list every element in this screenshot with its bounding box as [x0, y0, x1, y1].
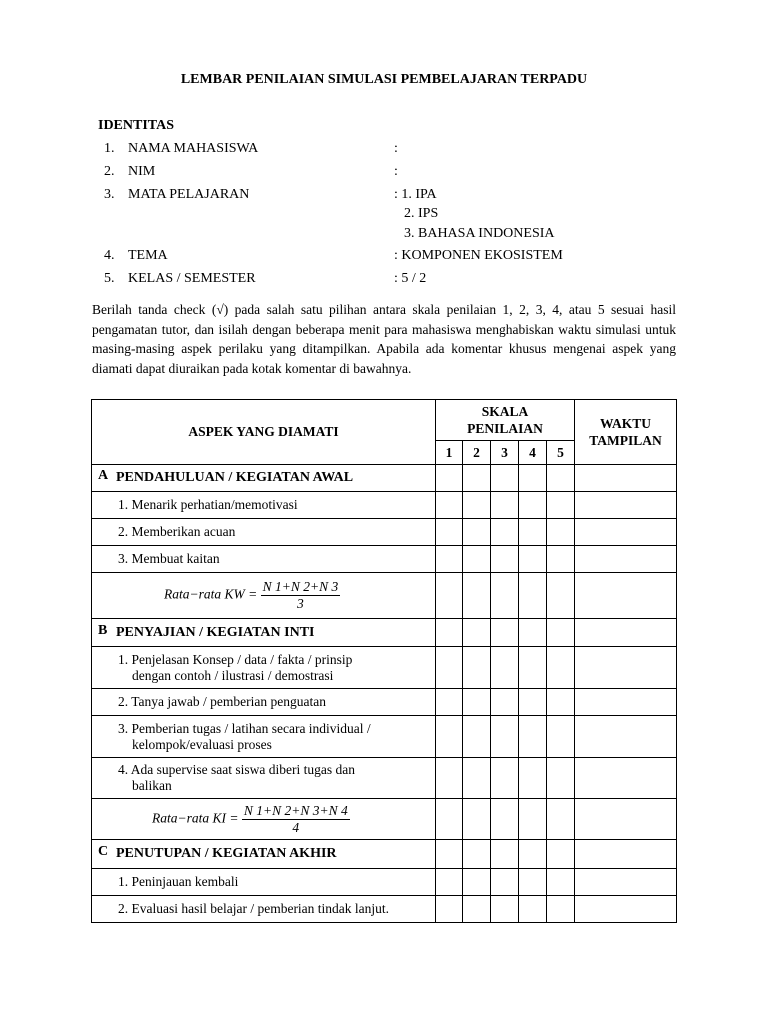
time-cell[interactable] [575, 465, 677, 492]
row-label: NIM [128, 164, 156, 179]
time-cell[interactable] [575, 546, 677, 573]
table-row [92, 689, 677, 716]
aspect-item [92, 716, 436, 758]
score-cell[interactable] [547, 619, 575, 647]
score-cell[interactable] [491, 519, 519, 546]
identity-row-theme [104, 248, 563, 264]
page-title: LEMBAR PENILAIAN SIMULASI PEMBELAJARAN TERPADU [180, 72, 588, 87]
time-cell[interactable] [575, 689, 677, 716]
header-time: WAKTU TAMPILAN [575, 400, 677, 465]
row-value: : 1. IPA [394, 187, 437, 202]
aspect-line: 1. Penjelasan Konsep / data / fakta / prinsip [118, 651, 353, 667]
score-cell[interactable] [436, 799, 463, 840]
score-cell[interactable] [436, 573, 463, 619]
row-label: NAMA MAHASISWA [128, 141, 259, 156]
time-cell[interactable] [575, 619, 677, 647]
score-cell[interactable] [547, 546, 575, 573]
score-cell[interactable] [547, 647, 575, 689]
instructions-paragraph: Berilah tanda check (√) pada salah satu pilihan antara skala penilaian 1, 2, 3, 4, atau 5 sesuai hasil pengamatan tutor, dan isilah dengan beberapa menit para mahasiswa menghabiskan waktu simulasi untuk masing-masing aspek perilaku yang ditampilkan. Apabila ada komentar khusus mengenai aspek yang diamati dapat diuraikan pada kotak komentar di bawahnya. [92, 302, 676, 376]
identity-row-nim [104, 164, 398, 180]
aspect-line: dengan contoh / ilustrasi / demostrasi [132, 667, 334, 683]
score-cell[interactable] [547, 465, 575, 492]
row-value: : [394, 164, 398, 179]
row-label: MATA PELAJARAN [128, 187, 250, 202]
formula-row [92, 573, 677, 619]
aspect-line: balikan [132, 778, 172, 793]
score-cell[interactable] [519, 840, 547, 869]
score-cell[interactable] [547, 799, 575, 840]
formula-denominator: 3 [297, 596, 304, 611]
score-cell[interactable] [491, 619, 519, 647]
aspect-item: 2. Evaluasi hasil belajar / pemberian tindak lanjut. [92, 896, 436, 923]
score-cell[interactable] [463, 546, 491, 573]
time-cell[interactable] [575, 492, 677, 519]
scale-2: 2 [463, 441, 491, 465]
formula-fraction [261, 579, 341, 612]
section-letter: B [98, 622, 108, 638]
table-row [92, 896, 677, 923]
row-value: : [394, 141, 398, 156]
time-cell[interactable] [575, 519, 677, 546]
score-cell[interactable] [463, 492, 491, 519]
assessment-table [91, 399, 677, 923]
score-cell[interactable] [519, 896, 547, 923]
identity-heading: IDENTITAS [98, 118, 174, 133]
time-cell[interactable] [575, 573, 677, 619]
score-cell[interactable] [463, 519, 491, 546]
row-label: TEMA [128, 248, 168, 263]
time-cell[interactable] [575, 840, 677, 869]
table-row [92, 869, 677, 896]
score-cell[interactable] [519, 799, 547, 840]
section-letter: A [98, 468, 109, 483]
score-cell[interactable] [436, 519, 463, 546]
section-b-heading [92, 619, 436, 647]
row-number: 4. [104, 248, 115, 263]
score-cell[interactable] [436, 869, 463, 896]
score-cell[interactable] [547, 689, 575, 716]
score-cell[interactable] [463, 619, 491, 647]
aspect-line: 4. Ada supervise saat siswa diberi tugas dan [118, 762, 355, 777]
score-cell[interactable] [519, 619, 547, 647]
score-cell[interactable] [463, 647, 491, 689]
score-cell[interactable] [491, 689, 519, 716]
section-c-heading [92, 840, 436, 869]
score-cell[interactable] [519, 647, 547, 689]
formula-fraction [242, 803, 350, 836]
aspect-item: 3. Membuat kaitan [92, 546, 436, 573]
aspect-line: 3. Pemberian tugas / latihan secara individual / [118, 720, 371, 736]
header-scale: SKALA PENILAIAN [436, 400, 575, 441]
score-cell[interactable] [463, 869, 491, 896]
time-cell[interactable] [575, 716, 677, 758]
row-label: KELAS / SEMESTER [128, 271, 256, 286]
scale-3: 3 [491, 441, 519, 465]
aspect-item [92, 758, 436, 799]
formula-row [92, 799, 677, 840]
formula-lhs: Rata−rata KI = [152, 810, 239, 826]
section-title: PENDAHULUAN / KEGIATAN AWAL [116, 470, 354, 485]
row-number: 5. [104, 271, 115, 286]
score-cell[interactable] [436, 689, 463, 716]
score-cell[interactable] [491, 758, 519, 799]
time-cell[interactable] [575, 869, 677, 896]
score-cell[interactable] [436, 546, 463, 573]
table-row [92, 716, 677, 758]
table-row [92, 647, 677, 689]
aspect-line: kelompok/evaluasi proses [132, 736, 272, 752]
score-cell[interactable] [436, 492, 463, 519]
score-cell[interactable] [436, 647, 463, 689]
row-number: 2. [104, 164, 115, 179]
aspect-item: 1. Menarik perhatian/memotivasi [92, 492, 436, 519]
time-cell[interactable] [575, 799, 677, 840]
score-cell[interactable] [519, 689, 547, 716]
row-number: 1. [104, 141, 115, 156]
score-cell[interactable] [547, 492, 575, 519]
identity-row-name [104, 141, 398, 157]
score-cell[interactable] [436, 716, 463, 758]
score-cell[interactable] [463, 465, 491, 492]
score-cell[interactable] [491, 465, 519, 492]
score-cell[interactable] [547, 758, 575, 799]
score-cell[interactable] [519, 716, 547, 758]
table-row [92, 758, 677, 799]
score-cell[interactable] [463, 840, 491, 869]
aspect-item: 1. Peninjauan kembali [92, 869, 436, 896]
score-cell[interactable] [547, 869, 575, 896]
section-letter: C [98, 844, 109, 859]
score-cell[interactable] [491, 647, 519, 689]
row-number: 3. [104, 187, 115, 202]
time-cell[interactable] [575, 647, 677, 689]
table-row [92, 492, 677, 519]
table-row [92, 519, 677, 546]
section-a-heading [92, 465, 436, 492]
score-cell[interactable] [491, 896, 519, 923]
section-title: PENUTUPAN / KEGIATAN AKHIR [116, 846, 337, 861]
score-cell[interactable] [491, 840, 519, 869]
formula-numerator: N 1+N 2+N 3+N 4 [243, 802, 348, 818]
section-c-row [92, 840, 677, 869]
score-cell[interactable] [491, 869, 519, 896]
score-cell[interactable] [436, 840, 463, 869]
identity-row-subject [104, 187, 437, 203]
scale-4: 4 [519, 441, 547, 465]
score-cell[interactable] [547, 716, 575, 758]
table-row [92, 546, 677, 573]
section-b-row [92, 619, 677, 647]
formula-lhs: Rata−rata KW = [164, 586, 258, 602]
aspect-item [92, 647, 436, 689]
score-cell[interactable] [491, 492, 519, 519]
score-cell[interactable] [463, 799, 491, 840]
score-cell[interactable] [463, 896, 491, 923]
subject-option-bahasa: 3. BAHASA INDONESIA [404, 226, 555, 241]
aspect-item: 2. Tanya jawab / pemberian penguatan [92, 689, 436, 716]
score-cell[interactable] [519, 758, 547, 799]
score-cell[interactable] [547, 896, 575, 923]
scale-1: 1 [436, 441, 463, 465]
formula-kw [92, 573, 436, 619]
score-cell[interactable] [436, 758, 463, 799]
score-cell[interactable] [547, 519, 575, 546]
score-cell[interactable] [519, 869, 547, 896]
subject-option-ips: 2. IPS [404, 206, 439, 221]
score-cell[interactable] [436, 619, 463, 647]
row-value: : KOMPONEN EKOSISTEM [394, 248, 563, 263]
aspect-item: 2. Memberikan acuan [92, 519, 436, 546]
scale-5: 5 [547, 441, 575, 465]
score-cell[interactable] [463, 689, 491, 716]
identity-row-class [104, 271, 426, 287]
formula-numerator: N 1+N 2+N 3 [262, 579, 339, 594]
header-aspect: ASPEK YANG DIAMATI [92, 400, 436, 465]
formula-ki [92, 799, 436, 840]
score-cell[interactable] [519, 492, 547, 519]
score-cell[interactable] [463, 758, 491, 799]
score-cell[interactable] [436, 896, 463, 923]
row-value: : 5 / 2 [394, 271, 427, 286]
score-cell[interactable] [547, 573, 575, 619]
score-cell[interactable] [519, 519, 547, 546]
section-a-row [92, 465, 677, 492]
score-cell[interactable] [436, 465, 463, 492]
score-cell[interactable] [519, 546, 547, 573]
score-cell[interactable] [491, 799, 519, 840]
score-cell[interactable] [491, 546, 519, 573]
score-cell[interactable] [519, 465, 547, 492]
score-cell[interactable] [547, 840, 575, 869]
time-cell[interactable] [575, 758, 677, 799]
score-cell[interactable] [491, 573, 519, 619]
time-cell[interactable] [575, 896, 677, 923]
score-cell[interactable] [463, 573, 491, 619]
formula-denominator: 4 [292, 819, 300, 835]
score-cell[interactable] [463, 716, 491, 758]
score-cell[interactable] [491, 716, 519, 758]
score-cell[interactable] [519, 573, 547, 619]
section-title: PENYAJIAN / KEGIATAN INTI [116, 624, 315, 640]
